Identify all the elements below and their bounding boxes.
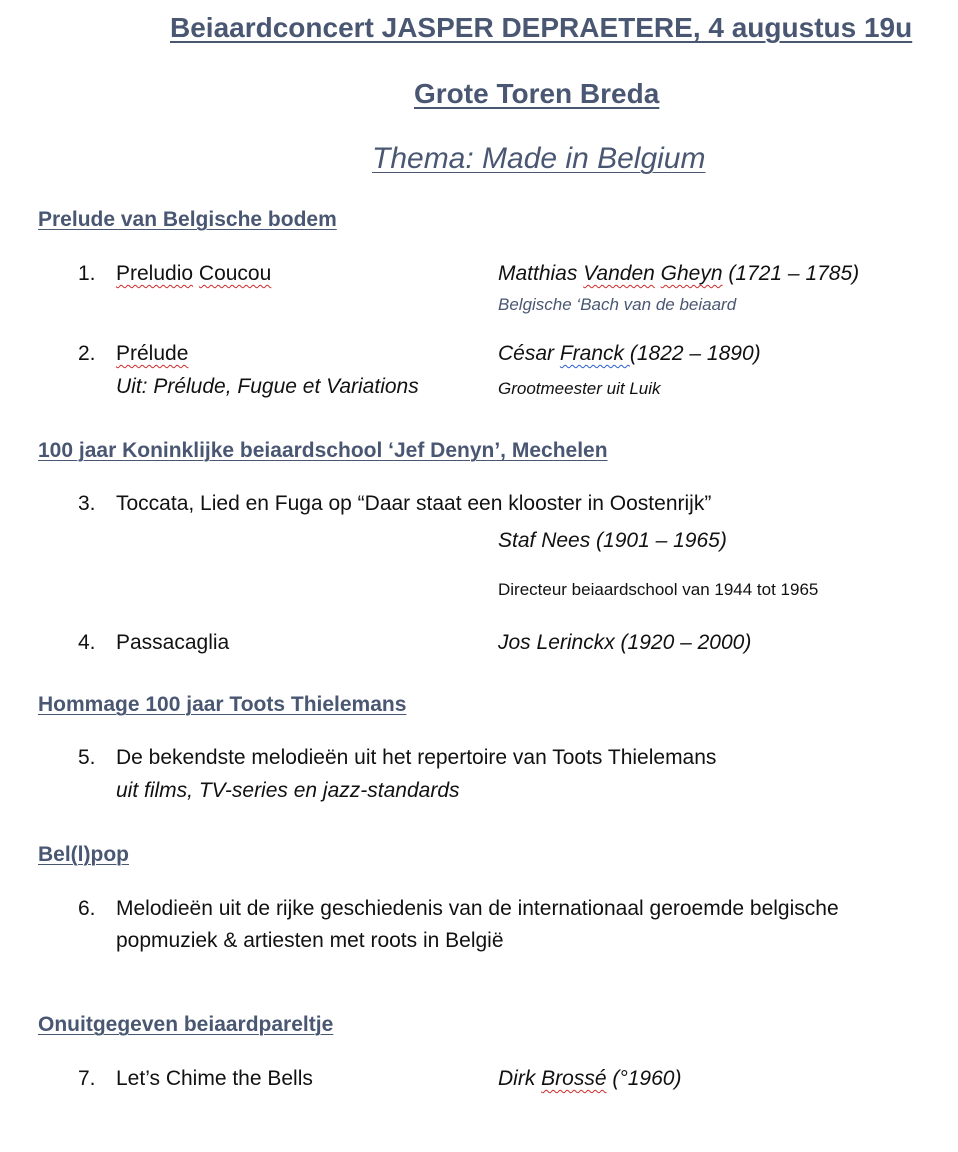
piece-subtitle: uit films, TV-series en jazz-standards xyxy=(116,779,460,802)
composer-part: Vanden xyxy=(583,262,655,285)
composer-part: Brossé xyxy=(541,1067,607,1090)
composer-note: Belgische ‘Bach van de beiaard xyxy=(498,295,737,314)
item-number: 6. xyxy=(78,897,96,920)
item-number: 1. xyxy=(78,262,96,285)
composer-part: (°1960) xyxy=(606,1067,682,1090)
piece-title: Melodieën uit de rijke geschiedenis van de internationaal geroemde belgische popmuziek & artiesten met roots in België xyxy=(116,897,839,952)
section-heading-toots: Hommage 100 jaar Toots Thielemans xyxy=(38,693,407,716)
composer-part: Gheyn xyxy=(660,262,723,285)
piece-title-part: Prélude xyxy=(116,342,189,365)
piece-title: Let’s Chime the Bells xyxy=(116,1067,313,1090)
composer-part: Dirk xyxy=(498,1067,542,1090)
item-number: 4. xyxy=(78,631,96,654)
item-number: 2. xyxy=(78,342,96,365)
composer-part: Franck xyxy=(559,342,630,365)
section-heading-prelude: Prelude van Belgische bodem xyxy=(38,208,337,231)
composer-name xyxy=(498,342,761,366)
composer-name xyxy=(498,262,859,286)
composer-note: Directeur beiaardschool van 1944 tot 1965 xyxy=(498,580,819,599)
item-number: 3. xyxy=(78,492,96,515)
item-number: 7. xyxy=(78,1067,96,1090)
piece-title xyxy=(116,342,188,366)
piece-title: De bekendste melodieën uit het repertoire van Toots Thielemans xyxy=(116,746,717,769)
piece-subtitle: Uit: Prélude, Fugue et Variations xyxy=(116,375,419,398)
composer-name: Staf Nees (1901 – 1965) xyxy=(498,529,727,552)
page-title: Beiaardconcert JASPER DEPRAETERE, 4 augustus 19u xyxy=(170,12,913,43)
section-heading-bellpop: Bel(l)pop xyxy=(38,843,129,866)
item-number: 5. xyxy=(78,746,96,769)
composer-name xyxy=(498,1067,681,1091)
theme-title: Thema: Made in Belgium xyxy=(372,142,706,175)
piece-title xyxy=(116,262,271,286)
piece-title-part: Coucou xyxy=(198,262,272,285)
composer-part: César xyxy=(498,342,560,365)
composer-part: Matthias xyxy=(498,262,584,285)
piece-title-part: Preludio xyxy=(116,262,194,285)
composer-part: (1721 – 1785) xyxy=(722,262,860,285)
composer-part: (1822 – 1890) xyxy=(629,342,761,365)
location-title: Grote Toren Breda xyxy=(414,78,660,109)
section-heading-pareltje: Onuitgegeven beiaardpareltje xyxy=(38,1013,334,1036)
section-heading-beiaardschool: 100 jaar Koninklijke beiaardschool ‘Jef Denyn’, Mechelen xyxy=(38,439,608,462)
piece-title: Toccata, Lied en Fuga op “Daar staat een klooster in Oostenrijk” xyxy=(116,492,712,515)
piece-title: Passacaglia xyxy=(116,631,230,654)
composer-name: Jos Lerinckx (1920 – 2000) xyxy=(498,631,752,654)
composer-note: Grootmeester uit Luik xyxy=(498,379,661,398)
